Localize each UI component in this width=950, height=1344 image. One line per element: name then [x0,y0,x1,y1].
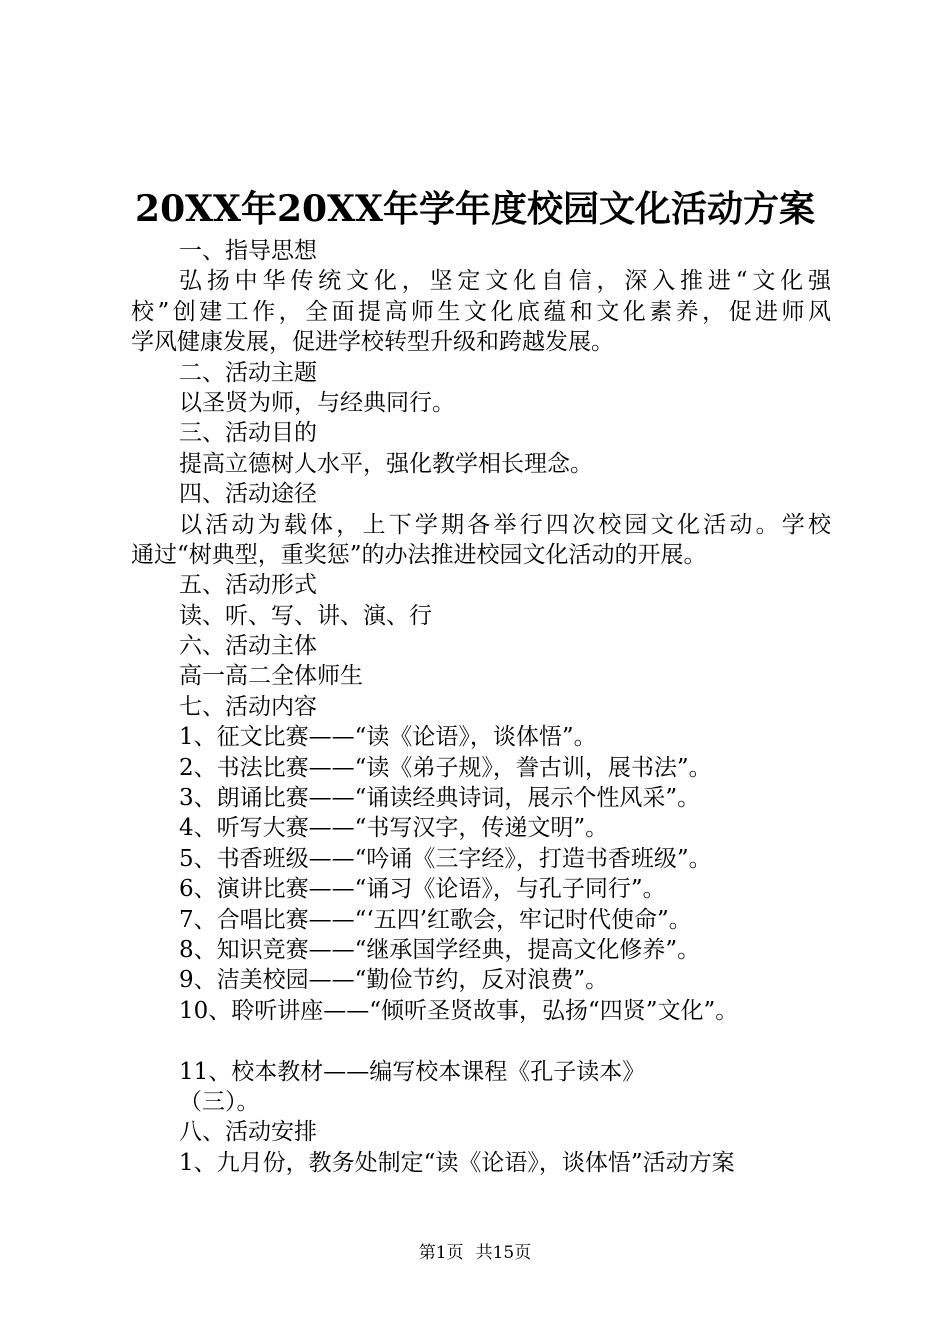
paragraph-line: 弘扬中华传统文化，坚定文化自信，深入推进“文化强 [179,268,831,295]
list-item: 1、九月份，教务处制定“读《论语》，谈体悟”活动方案 [179,1149,735,1176]
paragraph-line: 校”创建工作，全面提高师生文化底蕴和文化素养，促进师风 [131,298,831,325]
section-heading-purpose: 三、活动目的 [179,420,317,447]
paragraph-line: 通过“树典型，重奖惩”的办法推进校园文化活动的开展。 [131,541,707,568]
paragraph-line: 高一高二全体师生 [179,663,363,690]
page-total: 共15页 [475,1243,532,1263]
section-heading-guiding-thought: 一、指导思想 [179,238,317,264]
list-item: 11、校本教材——编写校本课程《孔子读本》 [179,1058,646,1085]
list-item: 4、听写大赛——“书写汉字，传递文明”。 [179,815,609,842]
paragraph-line: （三）。 [179,1088,260,1115]
section-heading-schedule: 八、活动安排 [179,1119,317,1146]
list-item: 5、书香班级——“吟诵《三字经》，打造书香班级”。 [179,845,712,872]
list-item: 10、聆听讲座——“倾听圣贤故事，弘扬“四贤”文化”。 [179,997,739,1024]
section-heading-participants: 六、活动主体 [179,633,317,660]
list-item: 1、征文比赛——“读《论语》，谈体悟”。 [179,724,597,751]
document-body [131,236,831,1178]
list-item: 9、洁美校园——“勤俭节约，反对浪费”。 [179,967,609,994]
section-heading-approach: 四、活动途径 [179,481,317,508]
section-heading-content: 七、活动内容 [179,693,317,720]
page-number: 第1页 [418,1243,464,1263]
list-item: 8、知识竞赛——“继承国学经典，提高文化修养”。 [179,936,701,963]
list-item: 7、合唱比赛——“‘五四’红歌会，牢记时代使命”。 [179,906,692,933]
document-title: 20XX年20XX年学年度校园文化活动方案 [135,188,815,230]
paragraph-line: 学风健康发展，促进学校转型升级和跨越发展。 [131,329,614,356]
list-item: 6、演讲比赛——“诵习《论语》，与孔子同行”。 [179,876,666,903]
section-heading-theme: 二、活动主题 [179,359,317,386]
paragraph-line: 提高立德树人水平，强化教学相长理念。 [179,450,593,477]
list-item: 2、书法比赛——“读《弟子规》，誊古训，展书法”。 [179,754,712,781]
paragraph-line: 以圣贤为师，与经典同行。 [179,389,455,416]
paragraph-line: 读、听、写、讲、演、行 [179,602,432,629]
list-item: 3、朗诵比赛——“诵读经典诗词，展示个性风采”。 [179,785,701,812]
page-footer [0,1241,950,1265]
section-heading-form: 五、活动形式 [179,572,317,599]
blank-line [131,1026,831,1056]
paragraph-line: 以活动为载体，上下学期各举行四次校园文化活动。学校 [179,511,831,538]
